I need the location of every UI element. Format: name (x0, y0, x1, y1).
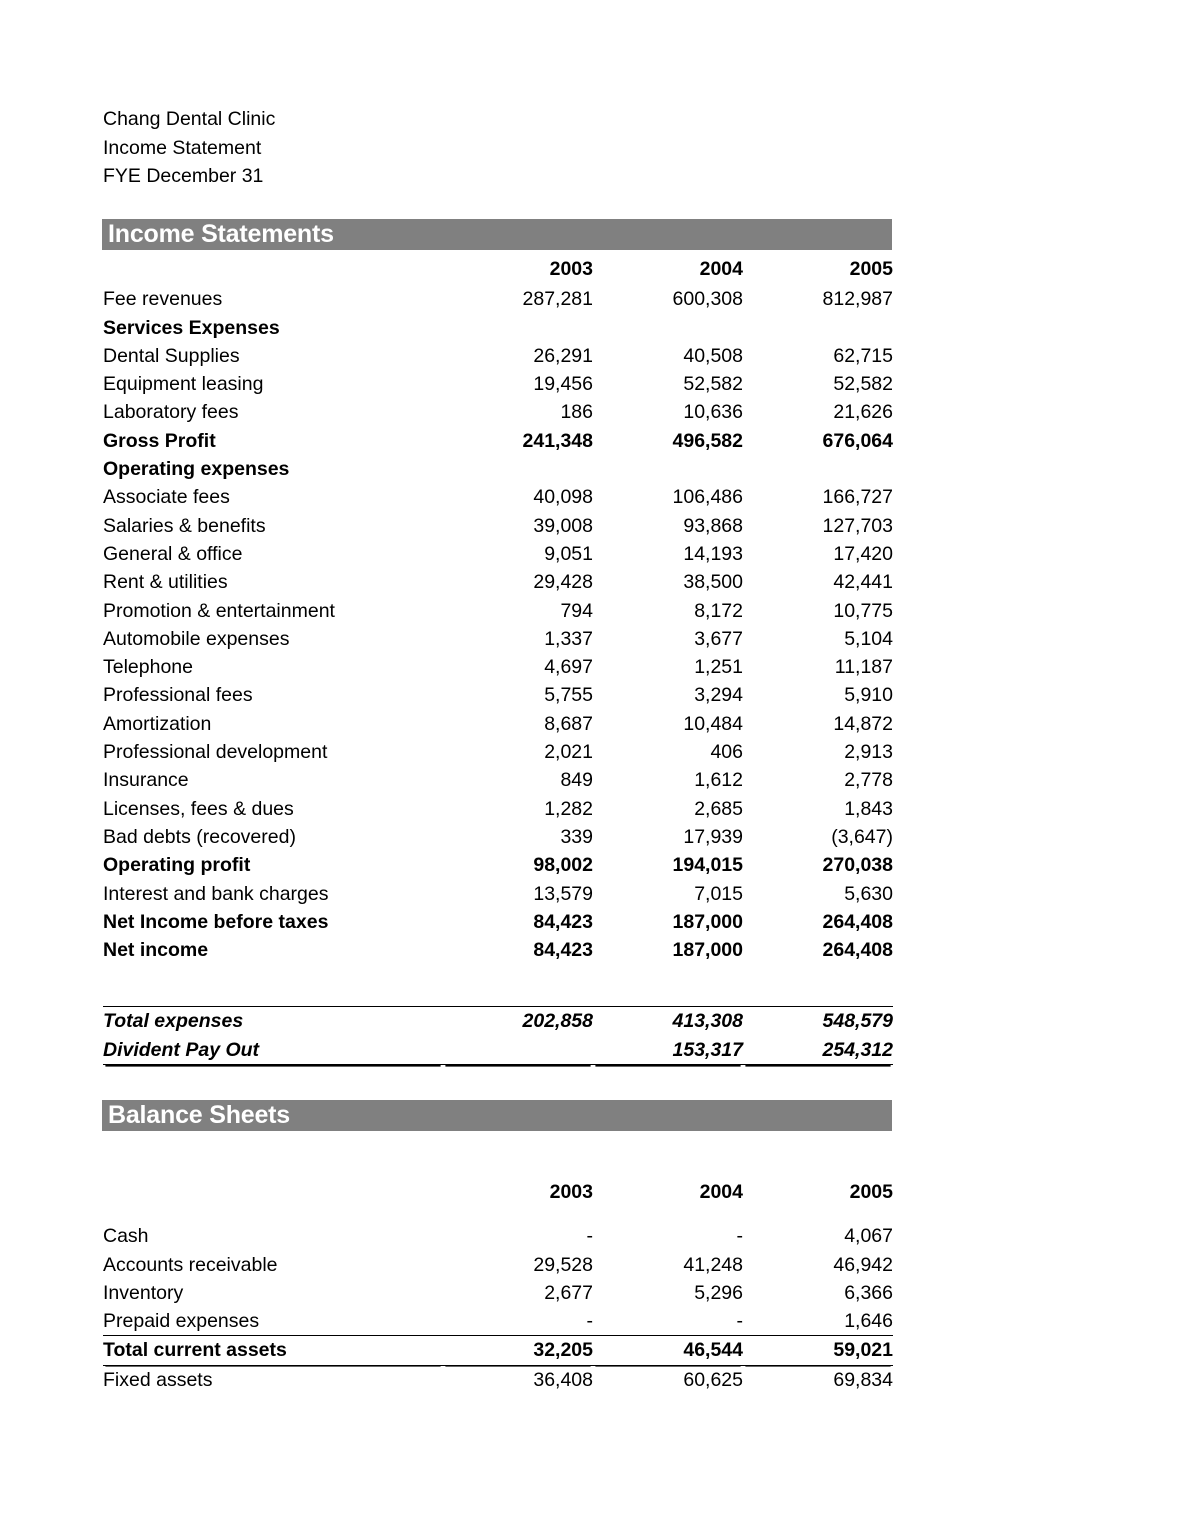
row-value-fixed-assets-col3: 69,834 (833, 1368, 893, 1391)
row-label-licenses-fees-dues: Licenses, fees & dues (103, 797, 294, 820)
column-header-spacer (103, 255, 443, 285)
row-value-interest-and-bank-charges-col2: 7,015 (694, 882, 743, 905)
table-row (103, 795, 893, 823)
row-label-salaries-benefits: Salaries & benefits (103, 514, 266, 537)
row-value-amortization-col1: 8,687 (544, 712, 593, 735)
row-label-operating-profit: Operating profit (103, 854, 251, 877)
row-value-total-current-assets-col1: 32,205 (443, 1336, 593, 1365)
row-value-fixed-assets-col1: 36,408 (533, 1368, 593, 1391)
row-value-insurance-col2: 1,612 (694, 769, 743, 792)
column-header-2003: 2003 (549, 1181, 593, 1203)
column-header-2005: 2005 (849, 1181, 893, 1203)
row-value-amortization-col2: 10,484 (683, 712, 743, 735)
table-row (103, 427, 893, 455)
row-label-rent-utilities: Rent & utilities (103, 571, 228, 594)
row-value-telephone-col1: 4,697 (544, 656, 593, 679)
row-value-bad-debts-recovered-col3: (3,647) (831, 825, 893, 848)
table-row (103, 483, 893, 511)
row-value-total-current-assets-col2: 46,544 (593, 1336, 743, 1365)
balance-sheet-table (103, 1178, 893, 1394)
table-row (103, 908, 893, 936)
table-row (103, 766, 893, 794)
row-value-amortization-col3: 14,872 (833, 712, 893, 735)
row-value-bad-debts-recovered-col2: 17,939 (683, 825, 743, 848)
row-value-associate-fees-col1: 40,098 (533, 486, 593, 509)
row-value-licenses-fees-dues-col1: 1,282 (544, 797, 593, 820)
row-value-professional-fees-col2: 3,294 (694, 684, 743, 707)
row-value-gross-profit-col2: 496,582 (672, 429, 743, 452)
table-row (103, 710, 893, 738)
row-value-net-income-col2: 187,000 (672, 939, 743, 962)
table-row (103, 880, 893, 908)
row-label-total-expenses: Total expenses (103, 1007, 443, 1036)
row-value-divident-pay-out-col1 (443, 1036, 593, 1065)
table-row (103, 568, 893, 596)
row-value-net-income-col1: 84,423 (533, 939, 593, 962)
row-value-laboratory-fees-col2: 10,636 (683, 401, 743, 424)
table-row (103, 455, 893, 483)
row-value-fee-revenues-col3: 812,987 (822, 288, 893, 311)
table-row (103, 370, 893, 398)
row-value-rent-utilities-col2: 38,500 (683, 571, 743, 594)
column-header-2005: 2005 (849, 258, 893, 280)
row-value-insurance-col3: 2,778 (844, 769, 893, 792)
row-value-inventory-col1: 2,677 (544, 1281, 593, 1304)
row-value-general-office-col3: 17,420 (833, 542, 893, 565)
row-value-cash-col1: - (586, 1225, 593, 1248)
row-label-services-expenses: Services Expenses (103, 316, 280, 339)
table-row (103, 653, 893, 681)
row-value-automobile-expenses-col3: 5,104 (844, 627, 893, 650)
row-value-total-current-assets-col3: 59,021 (743, 1336, 893, 1365)
row-value-services-expenses-col3 (743, 314, 893, 342)
table-row (103, 1222, 893, 1250)
row-value-interest-and-bank-charges-col3: 5,630 (844, 882, 893, 905)
row-value-divident-pay-out-col3: 254,312 (743, 1036, 893, 1065)
row-value-dental-supplies-col2: 40,508 (683, 344, 743, 367)
row-value-gross-profit-col3: 676,064 (822, 429, 893, 452)
row-value-services-expenses-col1 (443, 314, 593, 342)
row-label-cash: Cash (103, 1225, 149, 1248)
row-value-net-income-before-taxes-col3: 264,408 (822, 910, 893, 933)
table-row (103, 342, 893, 370)
row-value-net-income-before-taxes-col1: 84,423 (533, 910, 593, 933)
row-value-promotion-entertainment-col2: 8,172 (694, 599, 743, 622)
row-value-equipment-leasing-col1: 19,456 (533, 373, 593, 396)
row-value-divident-pay-out-col2: 153,317 (593, 1036, 743, 1065)
row-value-prepaid-expenses-col3: 1,646 (844, 1310, 893, 1333)
row-label-net-income-before-taxes: Net Income before taxes (103, 910, 329, 933)
row-value-net-income-before-taxes-col2: 187,000 (672, 910, 743, 933)
row-value-automobile-expenses-col2: 3,677 (694, 627, 743, 650)
row-value-interest-and-bank-charges-col1: 13,579 (533, 882, 593, 905)
row-value-operating-expenses-col3 (743, 455, 893, 483)
table-row (103, 738, 893, 766)
table-row (103, 851, 893, 879)
row-value-fee-revenues-col2: 600,308 (672, 288, 743, 311)
table-row (103, 625, 893, 653)
table-row (103, 1307, 893, 1336)
row-value-salaries-benefits-col3: 127,703 (822, 514, 893, 537)
row-value-cash-col2: - (736, 1225, 743, 1248)
row-value-operating-profit-col1: 98,002 (533, 854, 593, 877)
row-value-professional-fees-col3: 5,910 (844, 684, 893, 707)
row-value-general-office-col1: 9,051 (544, 542, 593, 565)
row-value-laboratory-fees-col1: 186 (560, 401, 593, 424)
income-statement-table (103, 255, 893, 1065)
row-label-amortization: Amortization (103, 712, 212, 735)
row-value-automobile-expenses-col1: 1,337 (544, 627, 593, 650)
row-value-professional-development-col2: 406 (710, 741, 743, 764)
row-label-prepaid-expenses: Prepaid expenses (103, 1310, 260, 1333)
row-value-promotion-entertainment-col3: 10,775 (833, 599, 893, 622)
row-value-promotion-entertainment-col1: 794 (560, 599, 593, 622)
table-row (103, 314, 893, 342)
balance-column-headers (103, 1178, 893, 1208)
table-row (103, 1336, 893, 1365)
row-label-associate-fees: Associate fees (103, 486, 230, 509)
table-row (103, 512, 893, 540)
row-value-prepaid-expenses-col2: - (736, 1310, 743, 1333)
fiscal-year-end: FYE December 31 (103, 165, 264, 187)
income-column-headers (103, 255, 893, 285)
column-header-spacer (103, 1178, 443, 1208)
row-value-rent-utilities-col3: 42,441 (833, 571, 893, 594)
income-statements-banner: Income Statements (102, 219, 892, 250)
row-value-prepaid-expenses-col1: - (586, 1310, 593, 1333)
row-value-inventory-col3: 6,366 (844, 1281, 893, 1304)
row-label-general-office: General & office (103, 542, 243, 565)
row-value-equipment-leasing-col3: 52,582 (833, 373, 893, 396)
column-header-2004: 2004 (699, 1181, 743, 1203)
row-label-laboratory-fees: Laboratory fees (103, 401, 239, 424)
table-row (103, 1365, 893, 1394)
row-label-operating-expenses: Operating expenses (103, 458, 290, 481)
row-label-bad-debts-recovered: Bad debts (recovered) (103, 825, 296, 848)
row-value-operating-expenses-col2 (593, 455, 743, 483)
table-row (103, 681, 893, 709)
row-value-fee-revenues-col1: 287,281 (522, 288, 593, 311)
row-value-licenses-fees-dues-col2: 2,685 (694, 797, 743, 820)
row-value-net-income-col3: 264,408 (822, 939, 893, 962)
table-row (103, 285, 893, 313)
row-label-equipment-leasing: Equipment leasing (103, 373, 264, 396)
row-value-accounts-receivable-col2: 41,248 (683, 1253, 743, 1276)
row-value-professional-fees-col1: 5,755 (544, 684, 593, 707)
row-value-operating-profit-col2: 194,015 (672, 854, 743, 877)
row-label-accounts-receivable: Accounts receivable (103, 1253, 278, 1276)
row-value-services-expenses-col2 (593, 314, 743, 342)
row-label-net-income: Net income (103, 939, 209, 962)
row-value-dental-supplies-col1: 26,291 (533, 344, 593, 367)
row-value-total-expenses-col3: 548,579 (743, 1007, 893, 1036)
row-value-accounts-receivable-col1: 29,528 (533, 1253, 593, 1276)
row-value-associate-fees-col3: 166,727 (822, 486, 893, 509)
row-label-dental-supplies: Dental Supplies (103, 344, 240, 367)
row-value-dental-supplies-col3: 62,715 (833, 344, 893, 367)
row-value-laboratory-fees-col3: 21,626 (833, 401, 893, 424)
balance-sheets-banner: Balance Sheets (102, 1100, 892, 1131)
row-value-operating-expenses-col1 (443, 455, 593, 483)
row-value-associate-fees-col2: 106,486 (672, 486, 743, 509)
row-value-salaries-benefits-col2: 93,868 (683, 514, 743, 537)
row-value-bad-debts-recovered-col1: 339 (560, 825, 593, 848)
row-label-telephone: Telephone (103, 656, 193, 679)
table-row (103, 823, 893, 851)
statement-type: Income Statement (103, 136, 262, 159)
row-label-professional-fees: Professional fees (103, 684, 253, 707)
row-value-total-expenses-col1: 202,858 (443, 1007, 593, 1036)
table-row (103, 1251, 893, 1279)
row-label-fee-revenues: Fee revenues (103, 288, 223, 311)
row-value-professional-development-col3: 2,913 (844, 741, 893, 764)
table-row (103, 1036, 893, 1065)
row-label-promotion-entertainment: Promotion & entertainment (103, 599, 335, 622)
row-label-total-current-assets: Total current assets (103, 1336, 443, 1365)
row-label-gross-profit: Gross Profit (103, 429, 216, 452)
row-label-inventory: Inventory (103, 1281, 184, 1304)
column-header-2004: 2004 (699, 258, 743, 280)
row-label-fixed-assets: Fixed assets (103, 1368, 213, 1391)
spacer-row (103, 964, 893, 1007)
row-label-automobile-expenses: Automobile expenses (103, 627, 290, 650)
table-row (103, 1279, 893, 1307)
row-value-gross-profit-col1: 241,348 (522, 429, 593, 452)
row-value-operating-profit-col3: 270,038 (822, 854, 893, 877)
company-name: Chang Dental Clinic (103, 108, 276, 130)
row-value-salaries-benefits-col1: 39,008 (533, 514, 593, 537)
row-value-telephone-col2: 1,251 (694, 656, 743, 679)
column-header-2003: 2003 (549, 258, 593, 280)
spacer-row (103, 1208, 893, 1222)
row-value-general-office-col2: 14,193 (683, 542, 743, 565)
row-value-telephone-col3: 11,187 (834, 656, 893, 679)
row-value-professional-development-col1: 2,021 (544, 741, 593, 764)
row-label-divident-pay-out: Divident Pay Out (103, 1036, 443, 1065)
table-row (103, 597, 893, 625)
row-value-total-expenses-col2: 413,308 (593, 1007, 743, 1036)
row-label-professional-development: Professional development (103, 741, 328, 764)
row-value-inventory-col2: 5,296 (694, 1281, 743, 1304)
row-label-insurance: Insurance (103, 769, 189, 792)
table-row (103, 936, 893, 964)
row-value-cash-col3: 4,067 (844, 1225, 893, 1248)
row-value-licenses-fees-dues-col3: 1,843 (844, 797, 893, 820)
table-row (103, 540, 893, 568)
table-row (103, 398, 893, 426)
table-row (103, 1007, 893, 1036)
row-value-fixed-assets-col2: 60,625 (683, 1368, 743, 1391)
row-value-rent-utilities-col1: 29,428 (533, 571, 593, 594)
row-value-insurance-col1: 849 (560, 769, 593, 792)
row-value-accounts-receivable-col3: 46,942 (833, 1253, 893, 1276)
document-heading (103, 105, 703, 191)
row-label-interest-and-bank-charges: Interest and bank charges (103, 882, 329, 905)
row-value-equipment-leasing-col2: 52,582 (683, 373, 743, 396)
